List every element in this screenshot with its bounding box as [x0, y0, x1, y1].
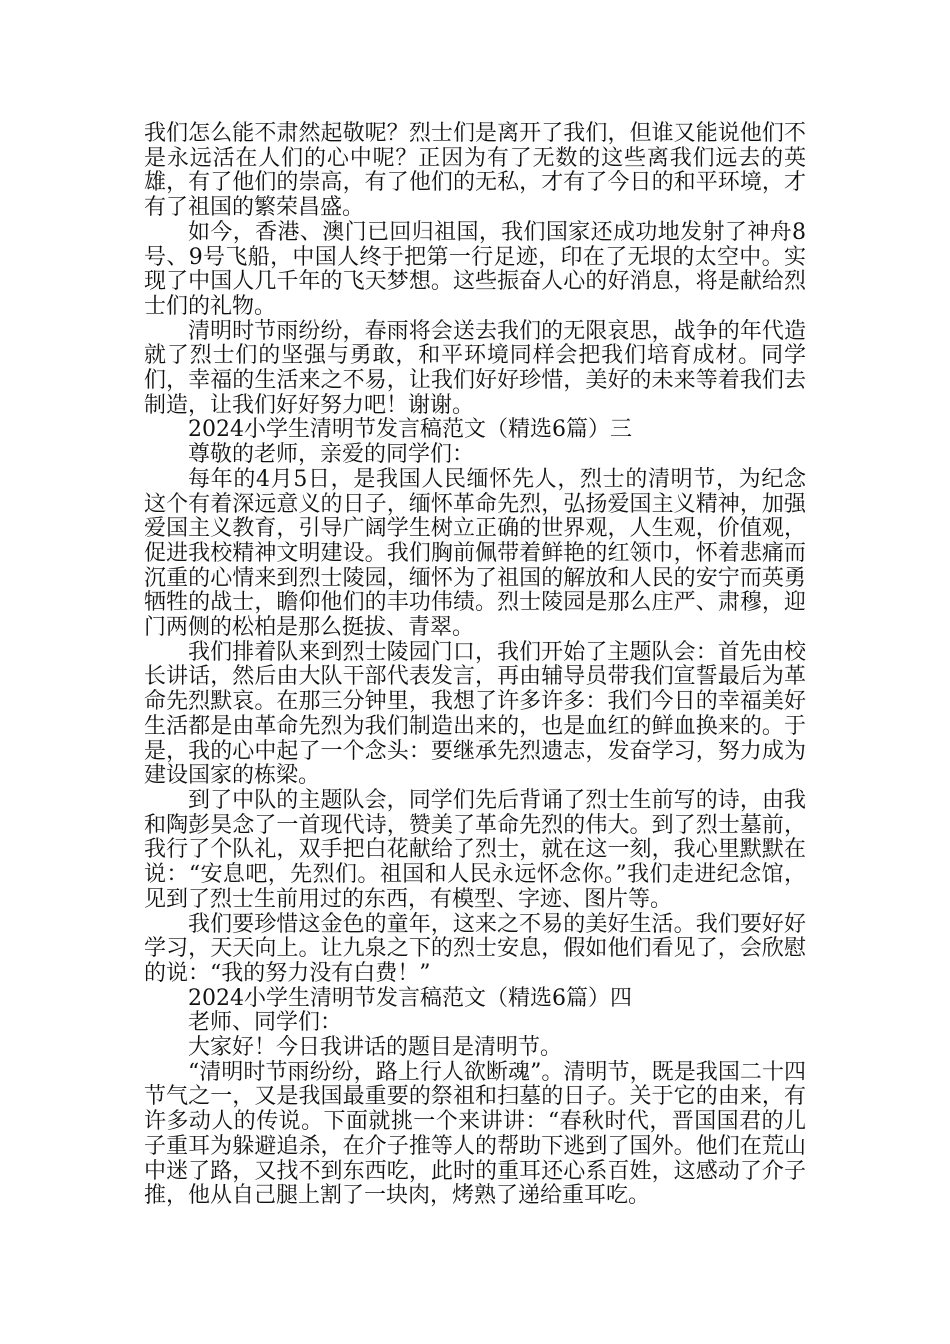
section-heading: 2024小学生清明节发言稿范文（精选6篇）四 — [188, 985, 632, 1011]
paragraph: 大家好！今日我讲话的题目是清明节。 — [188, 1035, 563, 1061]
section-heading: 2024小学生清明节发言稿范文（精选6篇）三 — [188, 417, 632, 443]
paragraph: 我们排着队来到烈士陵园门口，我们开始了主题队会：首先由校长讲话，然后由大队干部代表发言，再由辅导员带我们宣誓最后为革命先烈默哀。在那三分钟里，我想了许多许多：我们今日的幸福美好生活都是由革命先烈为我们制造出来的，也是血红的鲜血换来的。于是，我的心中起了一个念头：要继承先烈遗志，发奋学习，努力成为建设国家的栋梁。 — [144, 639, 806, 789]
paragraph: 每年的4月5日，是我国人民缅怀先人，烈士的清明节，为纪念这个有着深远意义的日子，缅怀革命先烈，弘扬爱国主义精神，加强爱国主义教育，引导广阔学生树立正确的世界观，人生观，价值观，促进我校精神文明建设。我们胸前佩带着鲜艳的红领巾，怀着悲痛而沉重的心情来到烈士陵园，缅怀为了祖国的解放和人民的安宁而英勇牺牲的战士，瞻仰他们的丰功伟绩。烈士陵园是那么庄严、肃穆，迎门两侧的松柏是那么挺拔、青翠。 — [144, 466, 806, 641]
salutation: 老师、同学们： — [188, 1010, 343, 1036]
paragraph: 我们怎么能不肃然起敬呢？烈士们是离开了我们，但谁又能说他们不是永远活在人们的心中呢？正因为有了无数的这些离我们远去的英雄，有了他们的崇高，有了他们的无私，才有了今日的和平环境，才有了祖国的繁荣昌盛。 — [144, 121, 806, 221]
salutation: 尊敬的老师，亲爱的同学们： — [188, 442, 475, 468]
paragraph: “清明时节雨纷纷，路上行人欲断魂”。清明节，既是我国二十四节气之一，又是我国最重要的祭祖和扫墓的日子。关于它的由来，有许多动人的传说。下面就挑一个来讲讲：“春秋时代，晋国国君的儿子重耳为躲避追杀，在介子推等人的帮助下逃到了国外。他们在荒山中迷了路，又找不到东西吃，此时的重耳还心系百姓，这感动了介子推，他从自己腿上割了一块肉，烤熟了递给重耳吃。 — [144, 1059, 806, 1209]
paragraph: 如今，香港、澳门已回归祖国，我们国家还成功地发射了神舟8号、9号飞船，中国人终于把第一行足迹，印在了无垠的太空中。实现了中国人几千年的飞天梦想。这些振奋人心的好消息，将是献给烈士们的礼物。 — [144, 219, 806, 319]
paragraph: 我们要珍惜这金色的童年，这来之不易的美好生活。我们要好好学习，天天向上。让九泉之下的烈士安息，假如他们看见了，会欣慰的说：“我的努力没有白费！” — [144, 911, 806, 986]
paragraph: 到了中队的主题队会，同学们先后背诵了烈士生前写的诗，由我和陶彭昊念了一首现代诗，赞美了革命先烈的伟大。到了烈士墓前，我行了个队礼，双手把白花献给了烈士，就在这一刻，我心里默默在说：“安息吧，先烈们。祖国和人民永远怀念你。”我们走进纪念馆，见到了烈士生前用过的东西，有模型、字迹、图片等。 — [144, 787, 806, 912]
document-body — [144, 122, 806, 1209]
paragraph: 清明时节雨纷纷，春雨将会送去我们的无限哀思，战争的年代造就了烈士们的坚强与勇敢，和平环境同样会把我们培育成材。同学们，幸福的生活来之不易，让我们好好珍惜，美好的未来等着我们去制造，让我们好好努力吧！谢谢。 — [144, 318, 806, 418]
